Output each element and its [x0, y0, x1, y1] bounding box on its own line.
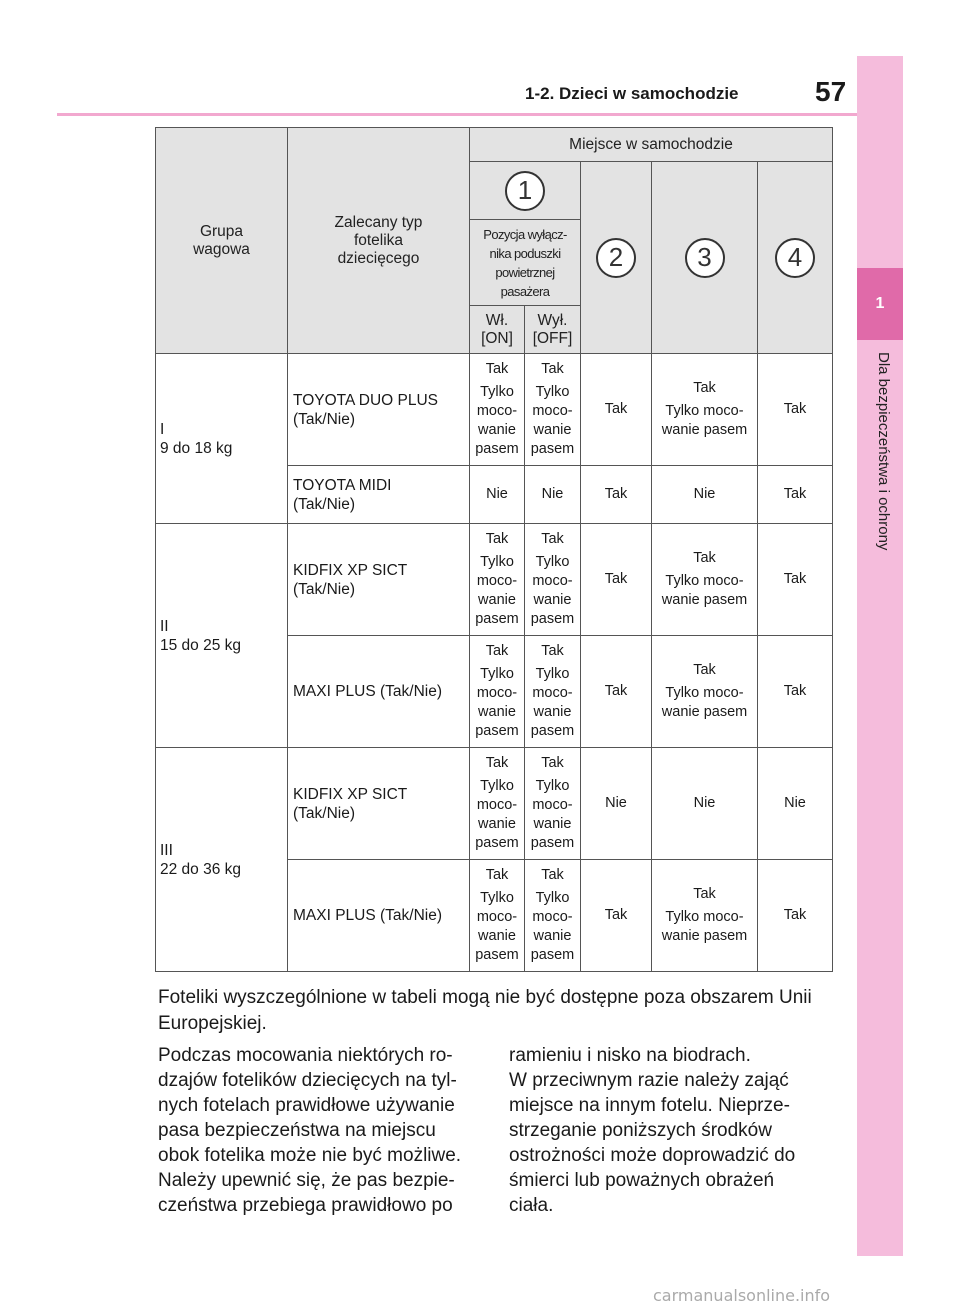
header-section-title: 1-2. Dzieci w samochodzie	[525, 84, 739, 103]
cell-sub-value: Tylko moco- wanie pasem	[661, 573, 748, 608]
weight-group-label: I 9 do 18 kg	[160, 420, 233, 457]
seat-cell-off	[525, 860, 581, 972]
switch-on-cell	[470, 306, 525, 354]
seat-cell-p4	[758, 636, 833, 748]
cell-content	[525, 485, 580, 504]
cell-content	[470, 754, 524, 853]
cell-main-value: Nie	[541, 486, 564, 502]
cell-content	[470, 642, 524, 741]
cell-sub-value: Tylko moco- wanie pasem	[530, 554, 575, 627]
seat-cell-off	[525, 354, 581, 466]
cell-main-value: Nie	[784, 795, 806, 811]
header-seat-type-cell	[288, 128, 470, 354]
switch-off-label: Wył. [OFF]	[532, 311, 573, 347]
position-2-cell	[581, 162, 652, 354]
seat-type-label: TOYOTA DUO PLUS (Tak/Nie)	[293, 391, 438, 428]
cell-content	[470, 485, 524, 504]
position-1-cell	[470, 162, 581, 220]
cell-main-value: Tak	[541, 531, 564, 547]
seat-type-label: MAXI PLUS (Tak/Nie)	[293, 907, 443, 924]
seat-type-cell	[288, 860, 470, 972]
seat-cell-p3	[652, 636, 758, 748]
weight-group-cell	[156, 354, 288, 524]
cell-content	[652, 794, 757, 813]
cell-main-value: Tak	[485, 755, 509, 771]
cell-sub-value: Tylko moco- wanie pasem	[530, 890, 575, 963]
header-positions-label: Miejsce w samochodzie	[569, 135, 733, 153]
cell-main-value: Tak	[783, 907, 807, 923]
cell-main-value: Tak	[541, 361, 564, 377]
seat-cell-off	[525, 748, 581, 860]
side-tab-strip	[857, 56, 903, 1256]
seat-cell-p4	[758, 354, 833, 466]
seat-cell-p4	[758, 748, 833, 860]
position-3-icon: 3	[685, 238, 725, 278]
cell-content	[581, 485, 651, 504]
cell-sub-value: Tylko moco- wanie pasem	[661, 403, 748, 438]
watermark: carmanualsonline.info	[653, 1286, 831, 1305]
weight-group-label: II 15 do 25 kg	[160, 617, 242, 654]
seat-cell-off	[525, 466, 581, 524]
body-text-left: Podczas mocowania niektórych ro- dzajów fotelików dziecięcych na tyl- nych fotelach prawidłowe używanie pasa bezpieczeństwa na miejscu obok fotelika może nie być możliwe. Należy upewnić się, że pas bezpie- czeństwa przebiega prawidłowo po	[158, 1045, 462, 1216]
seat-type-cell	[288, 354, 470, 466]
switch-off-cell	[525, 306, 581, 354]
cell-sub-value: Tylko moco- wanie pasem	[530, 666, 575, 739]
cell-main-value: Nie	[605, 795, 627, 811]
side-tab-chapter-title: Dla bezpieczeństwa i ochrony	[875, 352, 892, 551]
page-number: 57	[815, 76, 847, 107]
cell-content	[758, 400, 832, 419]
seat-cell-p2	[581, 354, 652, 466]
cell-sub-value: Tylko moco- wanie pasem	[475, 778, 519, 851]
cell-sub-value: Tylko moco- wanie pasem	[475, 384, 519, 457]
cell-content	[470, 866, 524, 965]
airbag-switch-cell	[470, 220, 581, 306]
seat-cell-on	[470, 354, 525, 466]
cell-main-value: Tak	[604, 571, 628, 587]
cell-main-value: Tak	[485, 643, 509, 659]
cell-content	[470, 530, 524, 629]
position-1-icon: 1	[505, 171, 545, 211]
cell-main-value: Tak	[604, 486, 628, 502]
cell-main-value: Tak	[485, 361, 509, 377]
header-positions-cell	[470, 128, 833, 162]
cell-content	[525, 866, 580, 965]
cell-main-value: Nie	[693, 486, 716, 502]
seat-cell-p2	[581, 524, 652, 636]
position-4-cell	[758, 162, 833, 354]
cell-sub-value: Tylko moco- wanie pasem	[530, 384, 575, 457]
seat-cell-p4	[758, 860, 833, 972]
cell-content	[652, 549, 757, 610]
table-row	[156, 354, 833, 466]
position-4-icon: 4	[775, 238, 815, 278]
seat-cell-p3	[652, 524, 758, 636]
cell-main-value: Tak	[604, 907, 628, 923]
cell-content	[652, 379, 757, 440]
header-divider	[57, 113, 857, 116]
seat-cell-p2	[581, 748, 652, 860]
cell-content	[652, 661, 757, 722]
header-seat-type-label: Zalecany typ fotelika dziecięcego	[334, 213, 423, 267]
cell-content	[758, 485, 832, 504]
cell-main-value: Tak	[693, 662, 716, 678]
seat-cell-p3	[652, 748, 758, 860]
cell-main-value: Tak	[485, 531, 509, 547]
cell-content	[581, 682, 651, 701]
cell-sub-value: Tylko moco- wanie pasem	[661, 909, 748, 944]
cell-sub-value: Tylko moco- wanie pasem	[475, 666, 519, 739]
seat-cell-p2	[581, 466, 652, 524]
seat-cell-off	[525, 636, 581, 748]
cell-main-value: Tak	[604, 683, 628, 699]
cell-main-value: Tak	[541, 755, 564, 771]
cell-content	[652, 485, 757, 504]
position-3-cell	[652, 162, 758, 354]
cell-main-value: Tak	[541, 643, 564, 659]
seat-cell-on	[470, 636, 525, 748]
cell-content	[525, 754, 580, 853]
cell-main-value: Nie	[693, 795, 716, 811]
seat-type-label: MAXI PLUS (Tak/Nie)	[293, 683, 443, 700]
cell-main-value: Tak	[783, 683, 807, 699]
cell-sub-value: Tylko moco- wanie pasem	[475, 554, 519, 627]
availability-note: Foteliki wyszczególnione w tabeli mogą nie być dostępne poza obszarem Unii Europejskiej.	[158, 987, 812, 1034]
body-text-right: ramieniu i nisko na biodrach. W przeciwnym razie należy zająć miejsce na innym fotelu. Nieprze- strzeganie poniższych środków ostrożności może doprowadzić do śmierci lub poważnych obrażeń ciała.	[509, 1045, 796, 1216]
cell-content	[581, 906, 651, 925]
position-2-icon: 2	[596, 238, 636, 278]
cell-content	[581, 400, 651, 419]
cell-main-value: Tak	[485, 867, 509, 883]
seat-type-cell	[288, 466, 470, 524]
header-group-cell	[156, 128, 288, 354]
cell-content	[758, 794, 832, 813]
cell-content	[581, 570, 651, 589]
table-row	[156, 524, 833, 636]
header-group-label: Grupa wagowa	[193, 222, 250, 258]
seat-cell-on	[470, 466, 525, 524]
cell-main-value: Tak	[783, 571, 807, 587]
cell-content	[525, 360, 580, 459]
seat-cell-on	[470, 524, 525, 636]
seat-cell-p4	[758, 466, 833, 524]
side-tab-chapter-number: 1	[857, 268, 903, 340]
seat-cell-p3	[652, 354, 758, 466]
cell-sub-value: Tylko moco- wanie pasem	[530, 778, 575, 851]
seat-type-label: TOYOTA MIDI (Tak/Nie)	[293, 476, 392, 513]
seat-cell-p2	[581, 860, 652, 972]
cell-sub-value: Tylko moco- wanie pasem	[661, 685, 748, 720]
cell-main-value: Tak	[693, 550, 716, 566]
seat-type-cell	[288, 748, 470, 860]
seat-cell-on	[470, 860, 525, 972]
cell-content	[525, 530, 580, 629]
seat-cell-p3	[652, 466, 758, 524]
switch-on-label: Wł. [ON]	[481, 311, 513, 347]
seat-cell-off	[525, 524, 581, 636]
cell-content	[470, 360, 524, 459]
cell-main-value: Nie	[486, 486, 508, 502]
cell-main-value: Tak	[693, 886, 716, 902]
cell-content	[525, 642, 580, 741]
cell-sub-value: Tylko moco- wanie pasem	[475, 890, 519, 963]
seat-type-cell	[288, 524, 470, 636]
weight-group-cell	[156, 524, 288, 748]
weight-group-label: III 22 do 36 kg	[160, 841, 242, 878]
cell-content	[758, 682, 832, 701]
cell-content	[758, 906, 832, 925]
seat-type-label: KIDFIX XP SICT (Tak/Nie)	[293, 561, 408, 598]
seat-cell-p2	[581, 636, 652, 748]
cell-content	[652, 885, 757, 946]
weight-group-cell	[156, 748, 288, 972]
seat-type-label: KIDFIX XP SICT (Tak/Nie)	[293, 785, 408, 822]
cell-content	[581, 794, 651, 813]
child-seat-table	[155, 127, 833, 972]
airbag-switch-label: Pozycja wyłącz- nika poduszki powietrznej pasażera	[483, 226, 567, 299]
cell-main-value: Tak	[541, 867, 564, 883]
seat-type-cell	[288, 636, 470, 748]
cell-main-value: Tak	[693, 380, 716, 396]
cell-content	[758, 570, 832, 589]
seat-cell-p4	[758, 524, 833, 636]
seat-cell-p3	[652, 860, 758, 972]
cell-main-value: Tak	[783, 401, 807, 417]
table-row	[156, 748, 833, 860]
seat-cell-on	[470, 748, 525, 860]
cell-main-value: Tak	[783, 486, 807, 502]
cell-main-value: Tak	[604, 401, 628, 417]
